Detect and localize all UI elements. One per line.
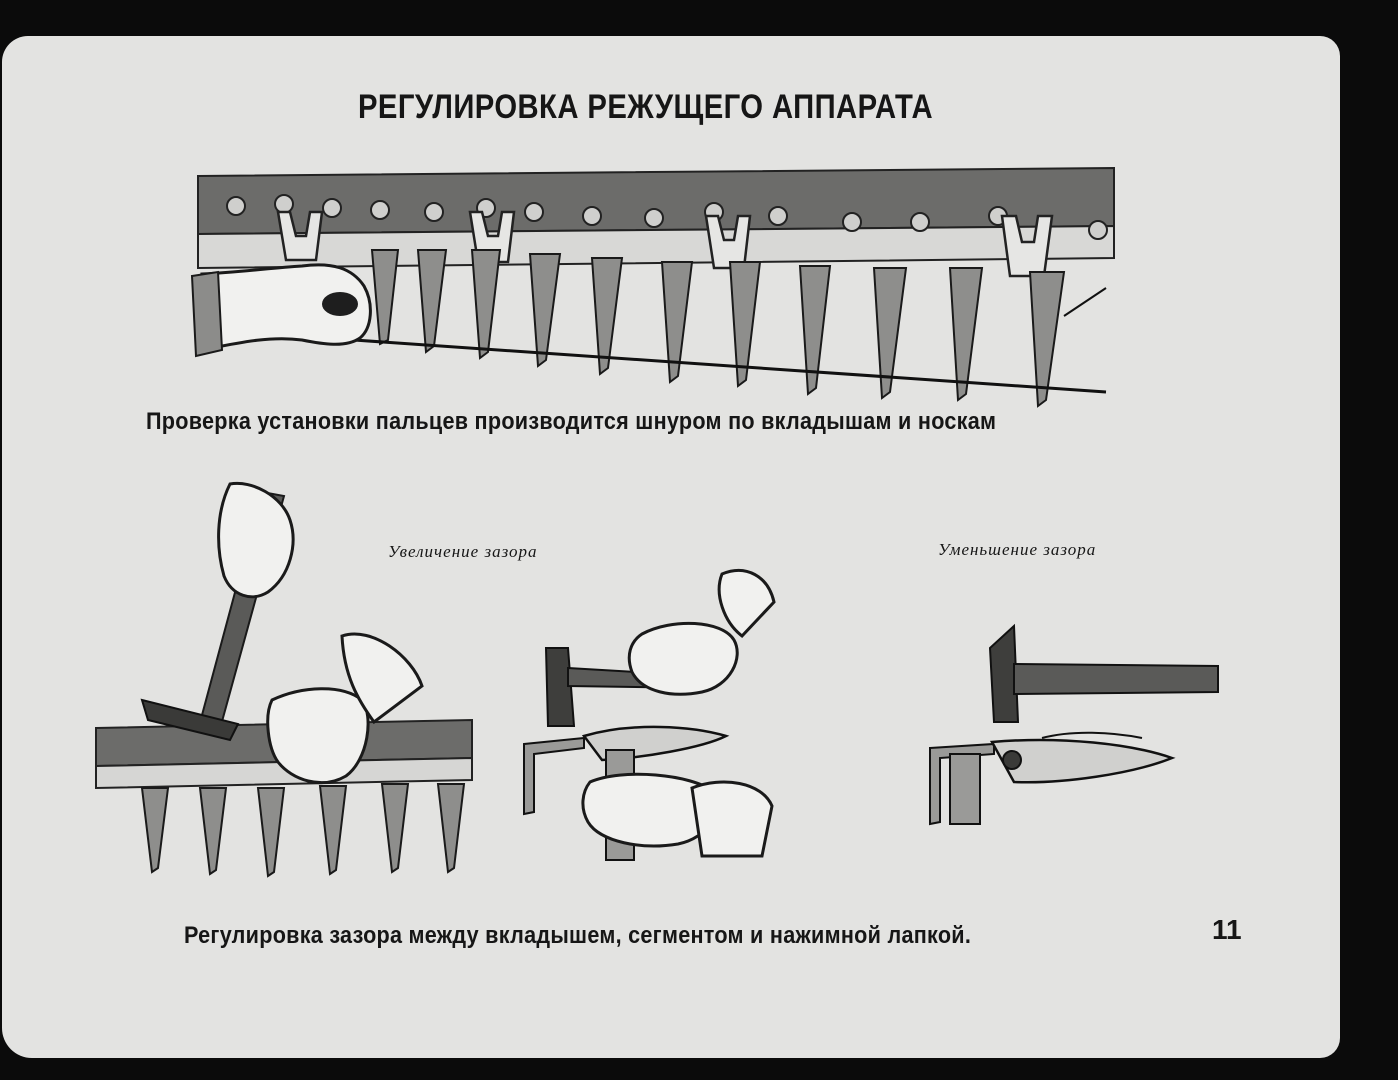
page-number: 11 xyxy=(1212,914,1242,945)
slide-title: РЕГУЛИРОВКА РЕЖУЩЕГО АППАРАТА xyxy=(358,88,934,126)
slide-card xyxy=(2,36,1340,1058)
decrease-gap-illustration xyxy=(2,36,1340,1058)
label-decrease-gap: Уменьшение зазора xyxy=(938,540,1097,559)
caption-check-fingers: Проверка установки пальцев производится шнуром по вкладышам и носкам xyxy=(146,408,997,435)
label-increase-gap: Увеличение зазора xyxy=(388,542,538,561)
caption-adjust-gap: Регулировка зазора между вкладышем, сегментом и нажимной лапкой. xyxy=(184,922,972,949)
